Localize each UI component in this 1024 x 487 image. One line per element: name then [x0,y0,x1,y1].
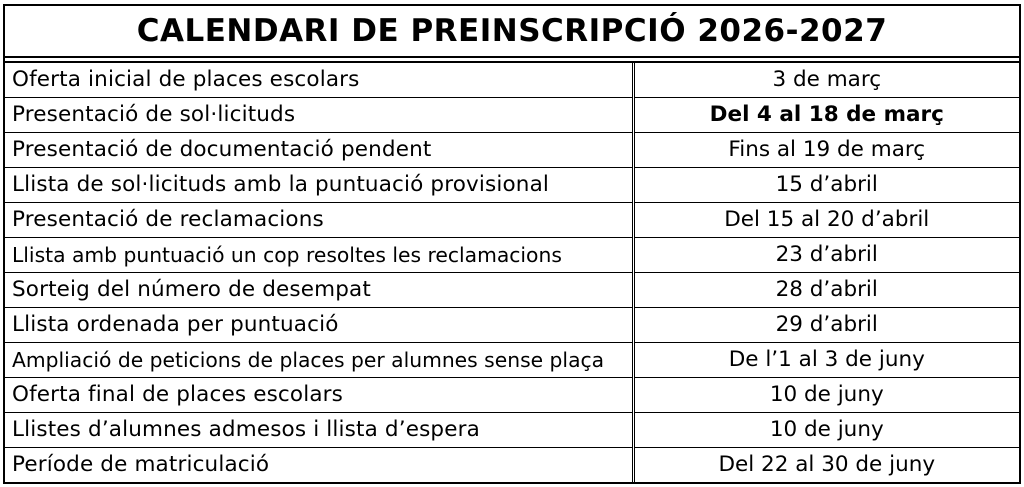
event-cell: Llistes d’alumnes admesos i llista d’espera [5,413,633,448]
date-cell: 29 d’abril [633,308,1019,343]
table-row [5,133,1019,168]
date-cell: Del 15 al 20 d’abril [633,203,1019,238]
event-cell: Llista amb puntuació un cop resoltes les reclamacions [5,238,633,273]
date-cell: 15 d’abril [633,168,1019,203]
date-cell: 23 d’abril [633,238,1019,273]
calendar-document [3,4,1021,484]
event-cell: Presentació de documentació pendent [5,133,633,168]
event-cell: Oferta inicial de places escolars [5,63,633,98]
date-cell: 10 de juny [633,413,1019,448]
event-cell: Llista ordenada per puntuació [5,308,633,343]
table-row [5,343,1019,378]
event-cell: Presentació de reclamacions [5,203,633,238]
event-cell: Llista de sol·licituds amb la puntuació provisional [5,168,633,203]
table-row [5,168,1019,203]
table-row [5,238,1019,273]
date-cell: De l’1 al 3 de juny [633,343,1019,378]
table-row [5,308,1019,343]
date-cell: Del 4 al 18 de març [633,98,1019,133]
table-row [5,378,1019,413]
calendar-table [5,63,1019,482]
table-row [5,203,1019,238]
event-cell: Presentació de sol·licituds [5,98,633,133]
date-cell: 10 de juny [633,378,1019,413]
table-row [5,273,1019,308]
title-bar [5,6,1019,58]
event-cell: Període de matriculació [5,448,633,483]
date-cell: 28 d’abril [633,273,1019,308]
table-row [5,98,1019,133]
date-cell: Del 22 al 30 de juny [718,452,936,477]
event-cell: Sorteig del número de desempat [5,273,633,308]
table-row [5,448,1019,483]
event-cell: Ampliació de peticions de places per alumnes sense plaça [5,343,633,378]
date-cell: Fins al 19 de març [633,133,1019,168]
date-cell: 3 de març [633,63,1019,98]
page-title: CALENDARI DE PREINSCRIPCIÓ 2026-2027 [136,13,888,49]
event-cell: Oferta final de places escolars [5,378,633,413]
table-row [5,413,1019,448]
table-row [5,63,1019,98]
